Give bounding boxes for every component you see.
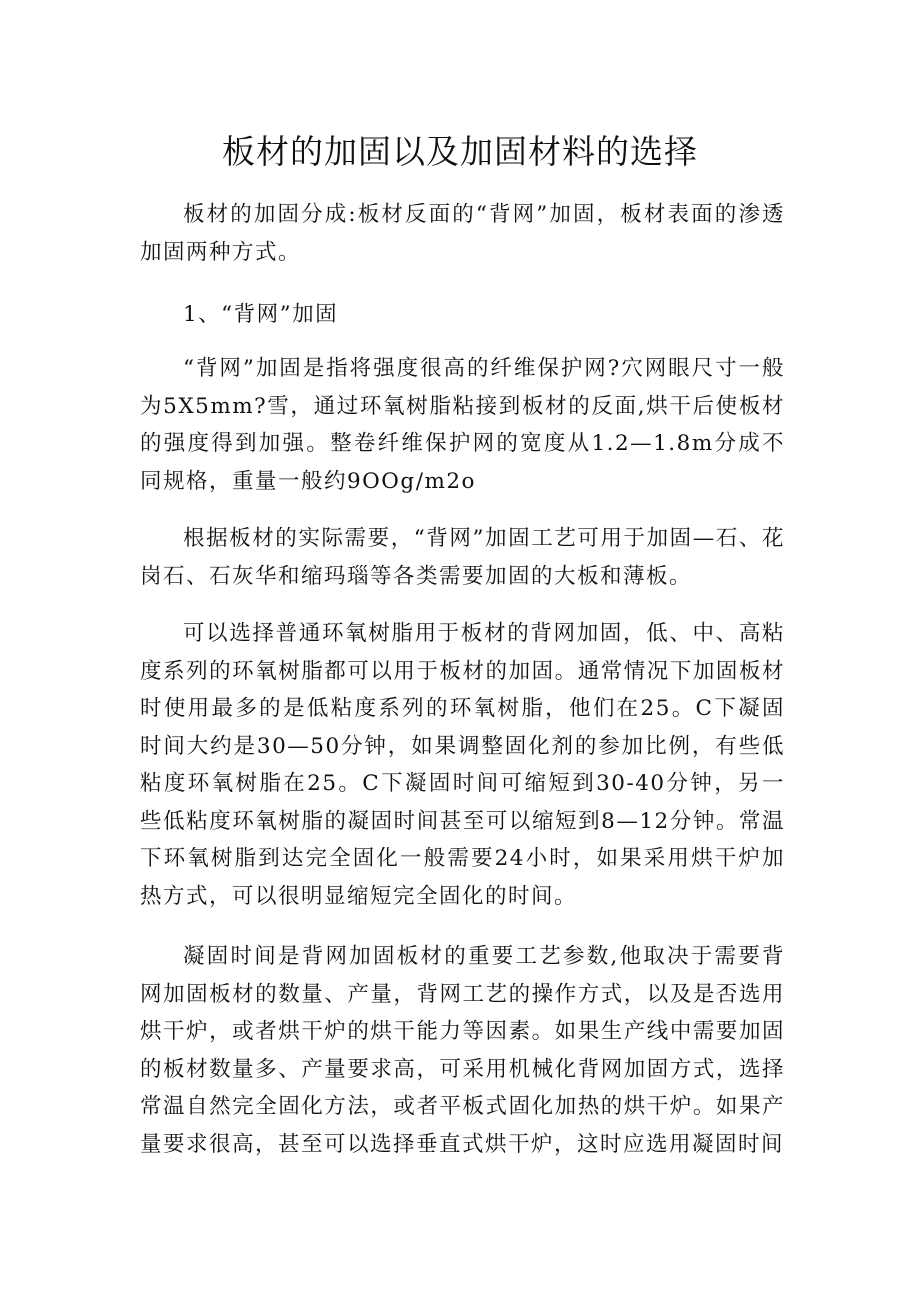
paragraph-backmesh-application: 根据板材的实际需要，“背网”加固工艺可用于加固—石、花岗石、石灰华和缩玛瑙等各类需要加固的大板和薄板。 <box>140 526 785 589</box>
paragraph-intro: 板材的加固分成:板材反面的“背网”加固，板材表面的渗透加固两种方式。 <box>140 202 785 265</box>
section-heading-backmesh: 1、“背网”加固 <box>183 302 339 327</box>
document-title: 板材的加固以及加固材料的选择 <box>222 132 698 171</box>
paragraph-setting-time: 凝固时间是背网加固板材的重要工艺参数,他取决于需要背网加固板材的数量、产量，背网工艺的操作方式，以及是否选用烘干炉，或者烘干炉的烘干能力等因素。如果生产线中需要加固的板材数量多、产量要求高，可采用机械化背网加固方式，选择常温自然完全固化方法，或者平板式固化加热的烘干炉。如果产量要求很高，甚至可以选择垂直式烘干炉，这时应选用凝固时间 <box>140 944 785 1157</box>
paragraph-backmesh-definition: “背网”加固是指将强度很高的纤维保护网?穴网眼尺寸一般为5X5mm?雪，通过环氧树脂粘接到板材的反面,烘干后使板材的强度得到加强。整卷纤维保护网的宽度从1.2—1.8m分成不同规格，重量一般约9OOg/m2o <box>140 356 785 494</box>
paragraph-epoxy-selection: 可以选择普通环氧树脂用于板材的背网加固，低、中、高粘度系列的环氧树脂都可以用于板材的加固。通常情况下加固板材时使用最多的是低粘度系列的环氧树脂，他们在25。C下凝固时间大约是30—50分钟，如果调整固化剂的参加比例，有些低粘度环氧树脂在25。C下凝固时间可缩短到30-40分钟，另一些低粘度环氧树脂的凝固时间甚至可以缩短到8—12分钟。常温下环氧树脂到达完全固化一般需要24小时，如果采用烘干炉加热方式，可以很明显缩短完全固化的时间。 <box>140 621 785 909</box>
